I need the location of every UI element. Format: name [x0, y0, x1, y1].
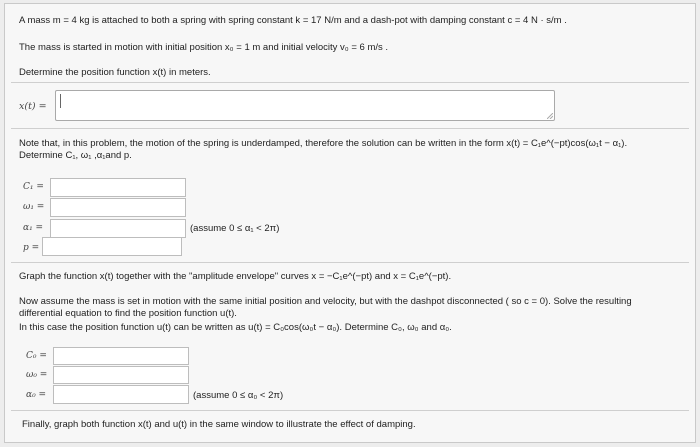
c0-input[interactable]: [53, 347, 189, 365]
alpha0-assumption: (assume 0 ≤ α₀ < 2π): [193, 390, 284, 401]
problem-panel: [4, 3, 696, 443]
c1-label: C₁ =: [23, 182, 44, 192]
problem-question: Determine the position function x(t) in meters.: [19, 67, 211, 78]
c1-input[interactable]: [50, 178, 186, 197]
p-label: p =: [23, 243, 40, 253]
omega0-input[interactable]: [53, 366, 189, 384]
problem-statement-line1: A mass m = 4 kg is attached to both a spring with spring constant k = 17 N/m and a dash-pot with damping constant c = 4 N · s/m .: [19, 15, 567, 26]
c0-label: C₀ =: [26, 351, 47, 361]
p-input[interactable]: [42, 237, 182, 256]
alpha1-input[interactable]: [50, 219, 186, 238]
alpha1-label: α₁ =: [23, 223, 44, 233]
omega1-input[interactable]: [50, 198, 186, 217]
omega0-label: ω₀ =: [26, 370, 48, 380]
divider: [11, 82, 689, 83]
graph-instruction: Graph the function x(t) together with the "amplitude envelope" curves x = −C₁e^(−pt) and x = C₁e^(−pt).: [19, 271, 452, 282]
divider: [11, 410, 689, 411]
undamped-line3: In this case the position function u(t) can be written as u(t) = C₀cos(ω₀t − α₀). Determine C₀, ω₀ and α₀.: [19, 322, 452, 333]
problem-statement-line2: The mass is started in motion with initial position x₀ = 1 m and initial velocity v₀ = 6 m/s .: [19, 42, 389, 53]
resize-grip-icon[interactable]: [547, 113, 553, 119]
divider: [11, 262, 689, 263]
divider: [11, 128, 689, 129]
undamped-line1: Now assume the mass is set in motion with the same initial position and velocity, but with the dashpot disconnected ( so c = 0). Solve the resulting: [19, 296, 632, 307]
undamped-line2: differential equation to find the position function u(t).: [19, 308, 237, 319]
alpha1-assumption: (assume 0 ≤ α₁ < 2π): [190, 223, 280, 234]
xt-input[interactable]: [55, 90, 555, 121]
omega1-label: ω₁ =: [23, 202, 45, 212]
text-caret: [60, 94, 61, 108]
alpha0-input[interactable]: [53, 385, 189, 404]
underdamped-note: Note that, in this problem, the motion of the spring is underdamped, therefore the solution can be written in the form x(t) = C₁e^(−pt)cos(ω₁t − α₁).: [19, 138, 628, 149]
final-instruction: Finally, graph both function x(t) and u(t) in the same window to illustrate the effect of damping.: [22, 419, 416, 430]
xt-label: x(t) =: [19, 101, 47, 112]
underdamped-question: Determine C₁, ω₁ ,α₁and p.: [19, 150, 132, 161]
alpha0-label: α₀ =: [26, 390, 47, 400]
